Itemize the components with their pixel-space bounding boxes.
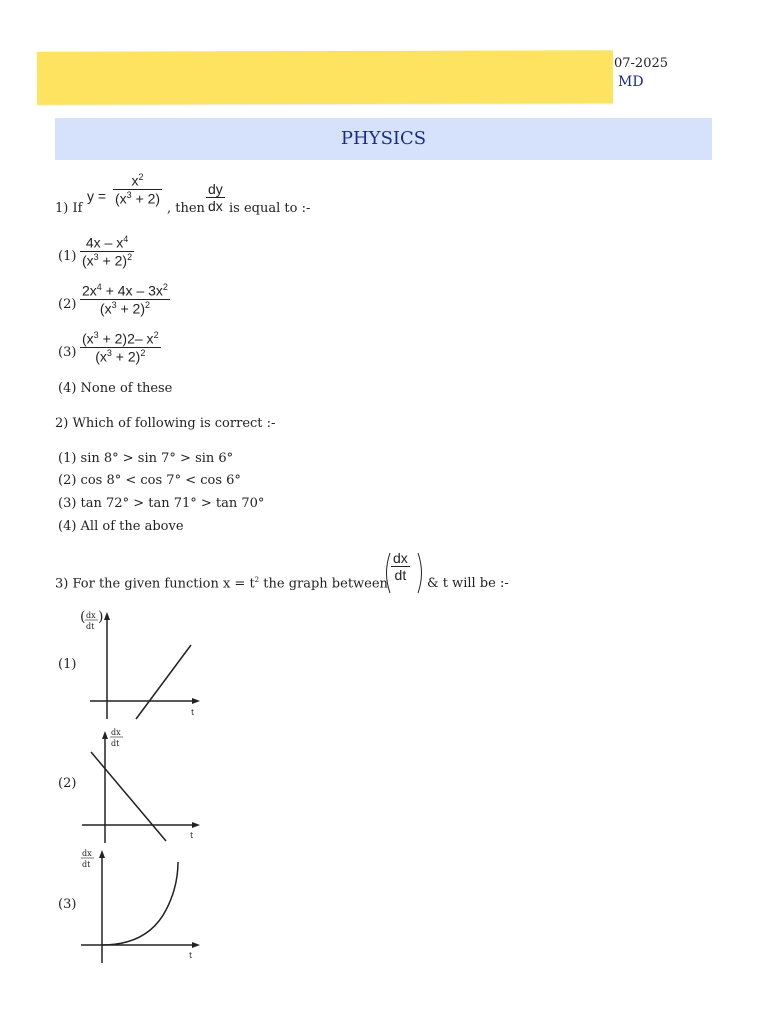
header-code: MD xyxy=(618,74,644,90)
q2-option-2: (2) cos 8° < cos 7° < cos 6° xyxy=(58,473,241,488)
graph2-curve xyxy=(91,752,166,841)
q3-graph-1 xyxy=(78,607,203,722)
header-highlight xyxy=(37,50,613,105)
graph2-x-arrow xyxy=(192,822,200,828)
q3-paren-fraction: $\frac{dx}{dt}$ xyxy=(393,550,408,583)
q1-eq-lhs: y = xyxy=(87,188,107,204)
q3-graph-3 xyxy=(78,845,203,965)
question-3 xyxy=(55,548,555,598)
q1-eq-fraction: $\frac{x^2}{(x^3 + 2)}$ xyxy=(115,172,161,207)
q3-graph-label-1: (1) xyxy=(58,657,77,672)
graph3-curve xyxy=(102,862,178,945)
graph1-axis-label-paren: ( xyxy=(80,609,86,625)
graph1-axis-den: dt xyxy=(86,622,95,631)
header-date: 07-2025 xyxy=(614,56,669,71)
graph1-curve xyxy=(136,645,191,719)
q1-derivative: $\frac{dy}{dx}$ xyxy=(208,181,223,214)
graph2-y-arrow xyxy=(102,731,108,739)
q1-mid: , then xyxy=(167,201,205,216)
graph3-axis-den: dt xyxy=(82,860,91,869)
q1-suffix: is equal to :- xyxy=(229,201,311,216)
graph1-axis-label-paren-r: ) xyxy=(98,609,104,625)
q3-suffix: & t will be :- xyxy=(427,576,509,591)
q1-option-3: (3) $\frac{(x^3 + 2)2- x^2}{(x^3 + 2)^2}$ xyxy=(58,330,159,365)
q2-option-1: (1) sin 8° > sin 7° > sin 6° xyxy=(58,451,234,466)
q3-paren-right xyxy=(417,552,425,594)
q3-paren-left xyxy=(383,552,391,594)
q1-prefix: 1) If xyxy=(55,201,83,216)
graph3-x-arrow xyxy=(192,942,200,948)
graph2-axis-num: dx xyxy=(111,728,121,737)
graph2-t-label: t xyxy=(190,831,194,840)
graph2-axis-den: dt xyxy=(111,739,120,748)
graph1-t-label: t xyxy=(191,708,195,717)
q1-option-1: (1) $\frac{4x - x^4}{(x^3 + 2)^2}$ xyxy=(58,234,133,269)
q3-graph-label-3: (3) xyxy=(58,897,77,912)
q3-graph-2 xyxy=(78,725,203,845)
graph3-y-arrow xyxy=(99,850,105,858)
graph1-y-arrow xyxy=(104,612,110,620)
graph1-axis-num: dx xyxy=(86,611,96,620)
section-title: PHYSICS xyxy=(55,118,712,160)
q2-option-3: (3) tan 72° > tan 71° > tan 70° xyxy=(58,496,265,511)
graph3-t-label: t xyxy=(189,951,193,960)
graph1-x-arrow xyxy=(192,698,200,704)
q1-option-4: (4) None of these xyxy=(58,381,173,396)
q1-option-2: (2) $\frac{2x^4 + 4x - 3x^2}{(x^3 + 2)^2}$ xyxy=(58,282,168,317)
question-2: 2) Which of following is correct :- xyxy=(55,416,276,431)
q2-option-4: (4) All of the above xyxy=(58,519,184,534)
q3-graph-label-2: (2) xyxy=(58,776,77,791)
graph3-axis-num: dx xyxy=(82,849,92,858)
q3-prefix: 3) For the given function $x = t^2$ the graph between xyxy=(55,576,388,592)
